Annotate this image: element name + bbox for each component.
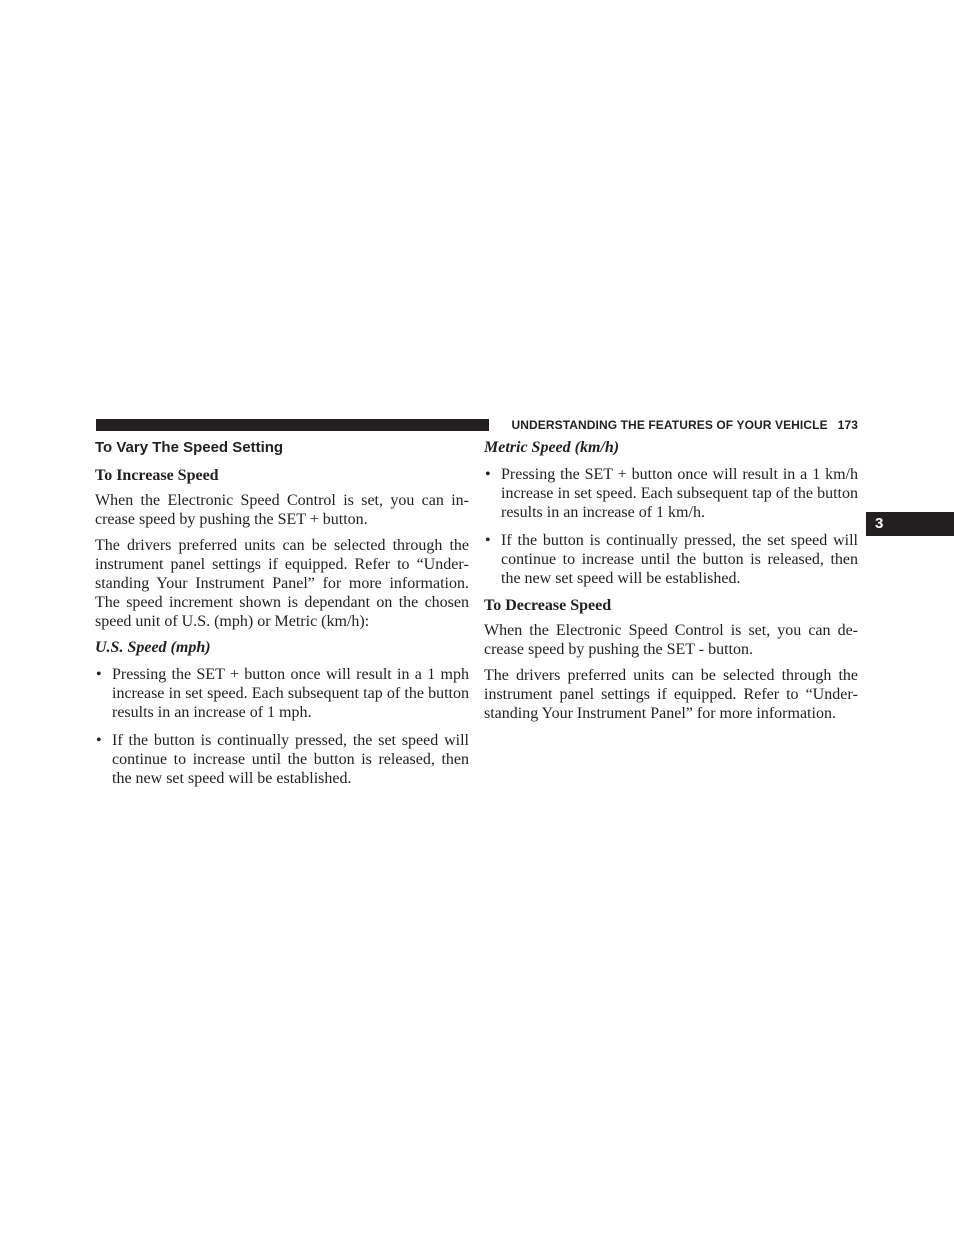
list-item: • Pressing the SET + button once will result in a 1 km/h increase in set speed. Each subsequent tap of the button results in an increase of 1 km/h. [484, 465, 858, 522]
right-column [484, 437, 858, 723]
increase-paragraph-1: When the Electronic Speed Control is set, you can increase speed by pushing the SET + button. [95, 492, 469, 528]
metric-speed-list [484, 465, 858, 588]
header-title: UNDERSTANDING THE FEATURES OF YOUR VEHICLE [511, 418, 828, 432]
metric-speed-heading: Metric Speed (km/h) [484, 439, 620, 456]
increase-speed-heading: To Increase Speed [95, 467, 219, 484]
decrease-paragraph-1: When the Electronic Speed Control is set, you can decrease speed by pushing the SET - button. [484, 622, 858, 658]
section-title: To Vary The Speed Setting [95, 439, 284, 456]
running-header [498, 416, 858, 434]
header-rule [96, 419, 489, 431]
list-item: • If the button is continually pressed, the set speed will continue to increase until the button is released, then the new set speed will be established. [95, 731, 469, 788]
decrease-paragraph-2: The drivers preferred units can be selected through the instrument panel settings if equipped. Refer to “Understanding Your Instrument Panel” for more information. [484, 667, 858, 722]
us-speed-list [95, 665, 469, 788]
list-item: • Pressing the SET + button once will result in a 1 mph increase in set speed. Each subsequent tap of the button results in an increase of 1 mph. [95, 665, 469, 722]
page-number: 173 [837, 418, 858, 432]
increase-paragraph-2: The drivers preferred units can be selected through the instrument panel settings if equipped. Refer to “Understanding Your Instrument Panel” for more information. The speed increment shown is dependant on the chosen speed unit of U.S. (mph) or Metric (km/h): [95, 537, 469, 630]
left-column [95, 437, 469, 788]
us-speed-heading: U.S. Speed (mph) [95, 639, 211, 656]
chapter-tab: 3 [866, 512, 954, 536]
list-item: • If the button is continually pressed, the set speed will continue to increase until the button is released, then the new set speed will be established. [484, 531, 858, 588]
decrease-speed-heading: To Decrease Speed [484, 597, 612, 614]
